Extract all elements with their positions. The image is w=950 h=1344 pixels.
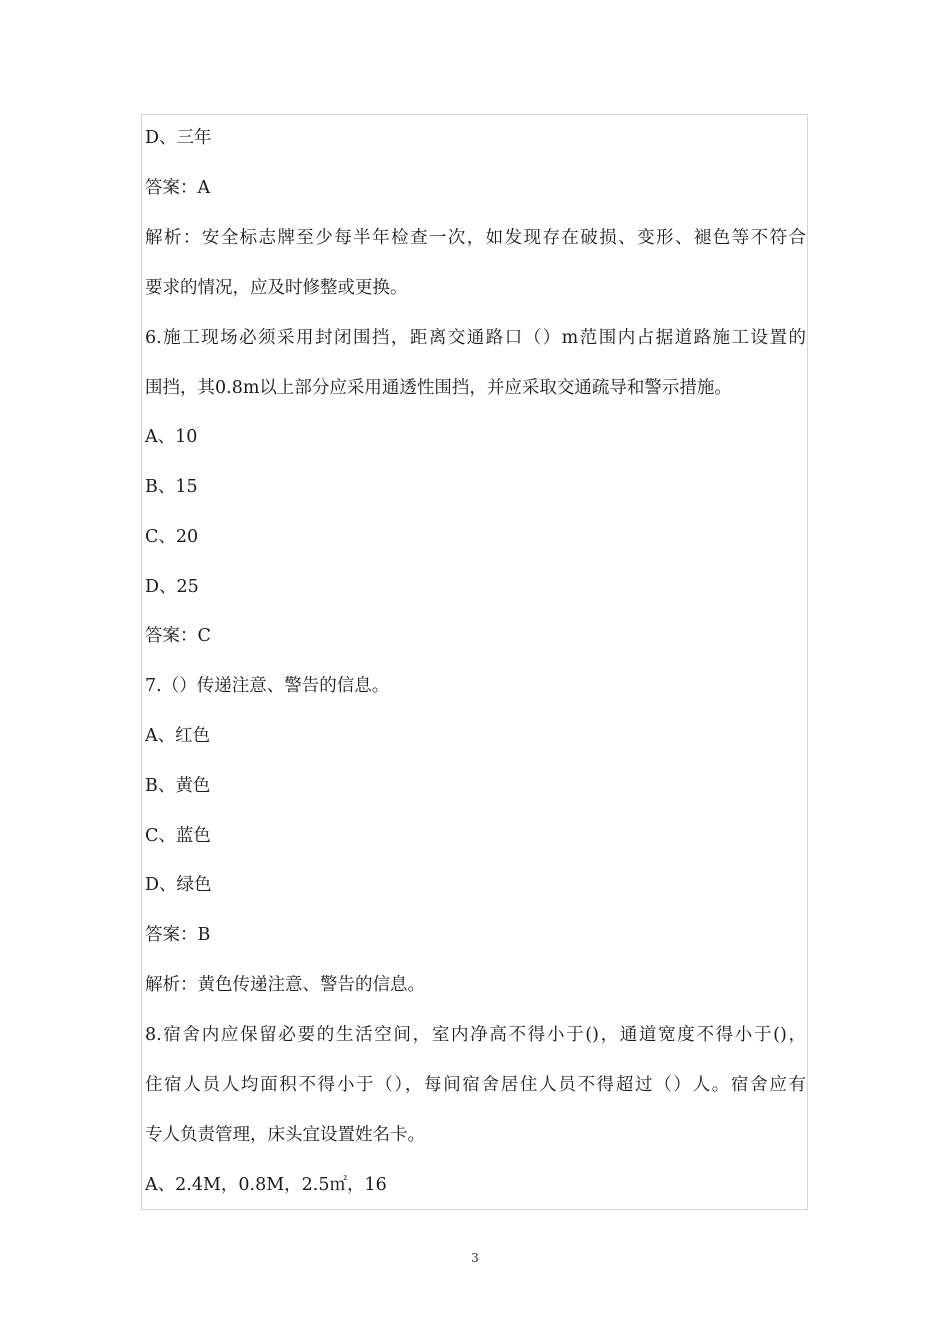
option-a-q6: A、10: [145, 427, 198, 447]
explanation-q7: 解析：黄色传递注意、警告的信息。: [145, 975, 425, 995]
question-8-line2: 住宿人员人均面积不得小于（），每间宿舍居住人员不得超过（）人。宿舍应有: [145, 1075, 806, 1095]
answer-q5: 答案：A: [145, 178, 211, 198]
option-b-q6: B、15: [145, 477, 198, 497]
page-number: 3: [471, 1251, 479, 1265]
option-c-q7: C、蓝色: [145, 826, 211, 846]
option-d-q7: D、绿色: [145, 875, 212, 895]
question-7: 7.（）传递注意、警告的信息。: [145, 676, 390, 696]
question-8-line1: 8.宿舍内应保留必要的生活空间，室内净高不得小于()，通道宽度不得小于()，: [145, 1025, 806, 1045]
option-d-q5: D、三年: [145, 128, 212, 148]
explanation-q5-line2: 要求的情况，应及时修整或更换。: [145, 278, 408, 298]
question-6-line2: 围挡，其0.8m以上部分应采用通透性围挡，并应采取交通疏导和警示措施。: [145, 378, 732, 398]
answer-q6: 答案：C: [145, 626, 211, 646]
question-6-line1: 6.施工现场必须采用封闭围挡，距离交通路口（）m范围内占据道路施工设置的: [145, 328, 806, 348]
question-8-line3: 专人负责管理，床头宜设置姓名卡。: [145, 1125, 425, 1145]
option-b-q7: B、黄色: [145, 776, 211, 796]
option-d-q6: D、25: [145, 577, 199, 597]
explanation-q5-line1: 解析：安全标志牌至少每半年检查一次，如发现存在破损、变形、褪色等不符合: [145, 228, 806, 248]
answer-q7: 答案：B: [145, 925, 211, 945]
option-a-q8: A、2.4M，0.8M，2.5㎡，16: [145, 1175, 387, 1195]
option-c-q6: C、20: [145, 527, 199, 547]
option-a-q7: A、红色: [145, 726, 211, 746]
